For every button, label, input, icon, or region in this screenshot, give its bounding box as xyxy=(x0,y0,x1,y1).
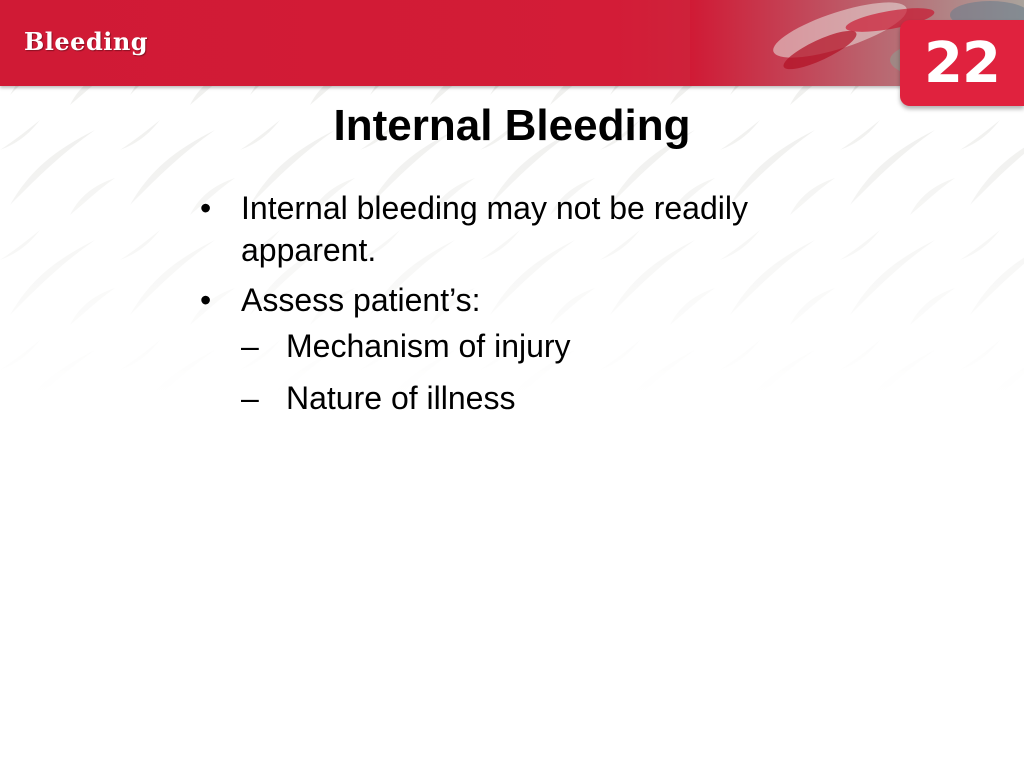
chapter-number-badge: 22 xyxy=(900,20,1024,106)
sub-bullet-text: Nature of illness xyxy=(286,380,516,416)
header-bar xyxy=(0,0,1024,86)
bullet-marker: • xyxy=(200,282,212,318)
sub-bullet-text: Mechanism of injury xyxy=(286,328,571,364)
slide-content xyxy=(196,187,836,429)
bullet-text: Assess patient’s: xyxy=(241,282,481,318)
bullet-item xyxy=(196,187,836,271)
sub-bullet-marker: – xyxy=(241,328,259,364)
sub-bullet-list xyxy=(196,325,836,419)
chapter-label: Bleeding xyxy=(24,27,149,56)
bullet-text: Internal bleeding may not be readily apparent. xyxy=(241,190,748,268)
sub-bullet-marker: – xyxy=(241,380,259,416)
bullet-marker: • xyxy=(200,190,212,226)
sub-bullet-item xyxy=(241,377,836,419)
slide-title: Internal Bleeding xyxy=(333,101,691,150)
bullet-item xyxy=(196,279,836,321)
sub-bullet-item xyxy=(241,325,836,367)
